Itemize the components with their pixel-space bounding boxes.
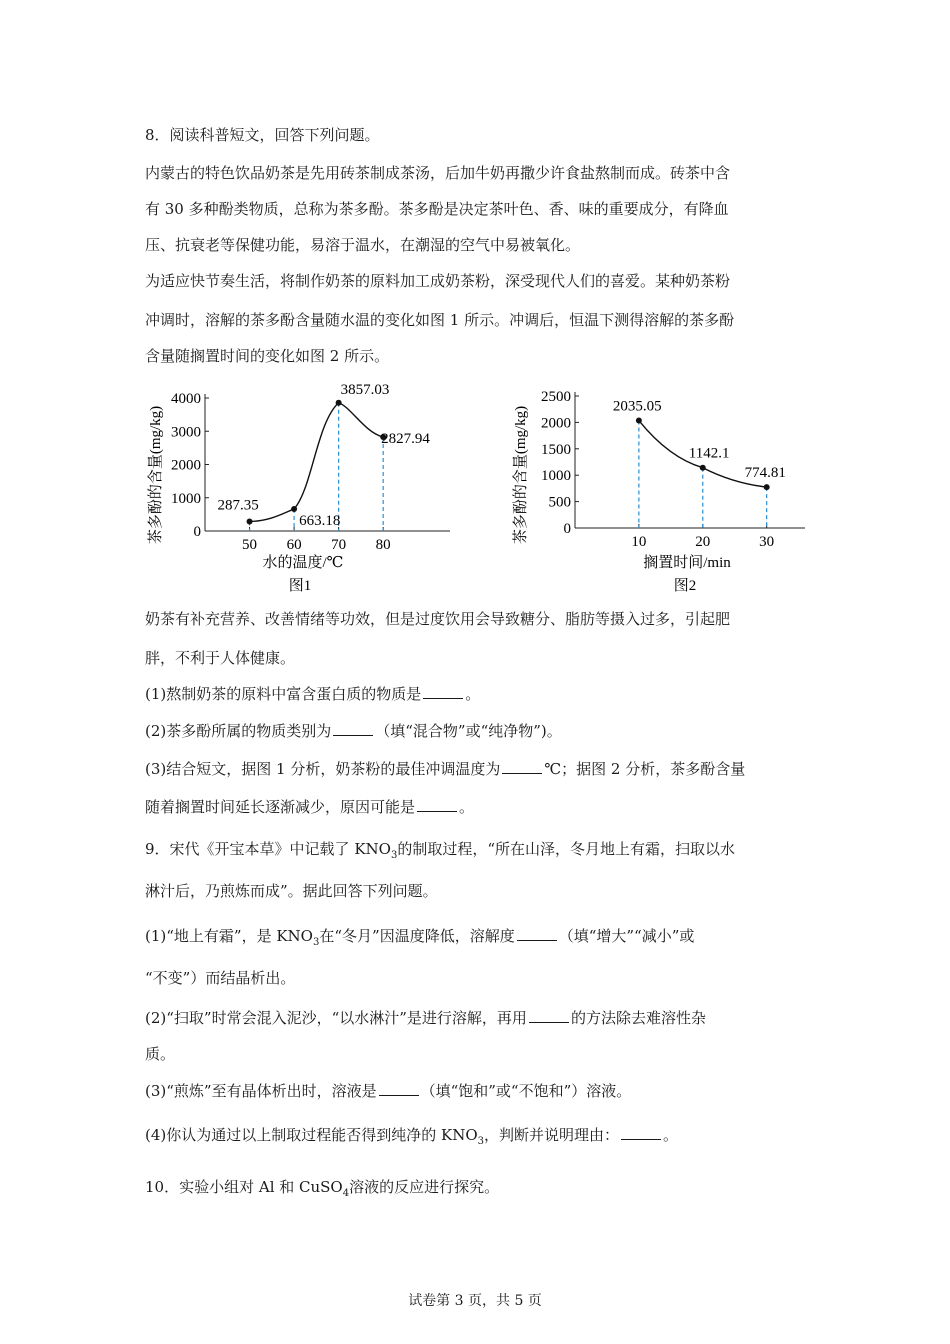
chart2-title: 图2 — [673, 578, 697, 594]
y-tick-label: 2000 — [171, 457, 201, 474]
chart2-marks — [613, 399, 786, 528]
q9-line2: 淋汁后，乃煎炼而成”。据此回答下列问题。 — [145, 882, 438, 900]
x-tick-label: 10 — [631, 534, 647, 550]
chart2-xlabel: 搁置时间/min — [643, 555, 731, 571]
q9-line1: 9．宋代《开宝本草》中记载了 $KNO_3$的制取过程，“所在山泽，冬月地上有霜，扫取以水 — [145, 840, 735, 861]
y-tick-label: 1500 — [541, 441, 571, 458]
x-tick-label: 70 — [331, 537, 347, 553]
chart1-marks — [218, 382, 431, 531]
data-point — [700, 465, 706, 471]
answer-blank[interactable] — [621, 1125, 661, 1140]
q8-para2-line2: 冲调时，溶解的茶多酚含量随水温的变化如图 1 所示。冲调后，恒温下测得溶解的茶多酚 — [145, 311, 735, 329]
q8-para1-line3: 压、抗衰老等保健功能，易溶于温水，在潮湿的空气中易被氧化。 — [145, 236, 581, 254]
q8-sub2: (2)茶多酚所属的物质类别为 （填“混合物”或“纯净物”)。 — [145, 722, 562, 740]
answer-blank[interactable] — [529, 1008, 569, 1023]
figure-2-chart — [505, 378, 815, 598]
x-tick-label: 20 — [695, 534, 711, 550]
answer-blank[interactable] — [423, 684, 463, 699]
chart2-ylabel: 茶多酚的含量(mg/kg) — [513, 405, 529, 545]
chart1-xlabel: 水的温度/℃ — [262, 555, 344, 571]
q9-sub1-line1: (1)“地上有霜”，是 $KNO_3$在“冬月”因温度降低，溶解度 （填“增大”“减小”或 — [145, 927, 695, 948]
data-point — [636, 418, 642, 424]
data-point — [764, 484, 770, 490]
answer-blank[interactable] — [502, 759, 542, 774]
data-label: 663.18 — [299, 512, 341, 529]
q8-para2-line1: 为适应快节奏生活，将制作奶茶的原料加工成奶茶粉，深受现代人们的喜爱。某种奶茶粉 — [145, 272, 731, 290]
x-tick-label: 60 — [286, 537, 302, 553]
y-tick-label: 1000 — [171, 490, 201, 507]
y-tick-label: 0 — [193, 524, 201, 540]
data-label: 2827.94 — [381, 430, 430, 447]
q8-para1-line2: 有 30 多种酚类物质，总称为茶多酚。茶多酚是决定茶叶色、香、味的重要成分，有降血 — [145, 200, 729, 218]
figure-1-chart — [140, 378, 470, 598]
data-label: 2035.05 — [612, 398, 662, 415]
data-label: 287.35 — [217, 497, 259, 514]
data-label: 3857.03 — [340, 381, 390, 398]
q8-title: 8．阅读科普短文，回答下列问题。 — [145, 126, 380, 144]
y-tick-label: 2000 — [541, 415, 571, 432]
q9-sub2-line2: 质。 — [145, 1045, 176, 1063]
answer-blank[interactable] — [517, 926, 557, 941]
q9-sub3: (3)“煎炼”至有晶体析出时，溶液是 （填“饱和”或“不饱和”）溶液。 — [145, 1082, 632, 1100]
q9-sub1-line2: “不变”）而结晶析出。 — [145, 969, 296, 987]
q8-para2-line3: 含量随搁置时间的变化如图 2 所示。 — [145, 347, 390, 365]
q8-sub1: (1)熬制奶茶的原料中富含蛋白质的物质是 。 — [145, 685, 481, 703]
q8-para3-line1: 奶茶有补充营养、改善情绪等功效，但是过度饮用会导致糖分、脂肪等摄入过多，引起肥 — [145, 610, 731, 628]
data-point — [336, 400, 342, 406]
y-tick-label: 500 — [548, 494, 571, 511]
q8-para3-line2: 胖，不利于人体健康。 — [145, 649, 296, 667]
y-tick-label: 2500 — [541, 389, 571, 405]
chart1-title: 图1 — [288, 578, 312, 594]
chart1-ylabel: 茶多酚的含量(mg/kg) — [148, 405, 164, 545]
data-label: 1142.1 — [688, 445, 730, 462]
q10-line: 10．实验小组对 Al 和 CuSO$_4$溶液的反应进行探究。 — [145, 1178, 500, 1199]
page-footer: 试卷第 3 页，共 5 页 — [408, 1293, 542, 1309]
data-point — [247, 518, 253, 524]
q8-sub3-line1: (3)结合短文，据图 1 分析，奶茶粉的最佳冲调温度为 ℃；据图 2 分析，茶多酚含量 — [145, 760, 746, 778]
y-tick-label: 4000 — [171, 391, 201, 407]
x-tick-label: 50 — [242, 537, 258, 553]
answer-blank[interactable] — [333, 721, 373, 736]
data-label: 774.81 — [744, 465, 786, 482]
y-tick-label: 0 — [563, 521, 571, 537]
series-line — [250, 403, 384, 522]
q9-sub2-line1: (2)“扫取”时常会混入泥沙，“以水淋汁”是进行溶解，再用 的方法除去难溶性杂 — [145, 1009, 706, 1027]
x-tick-label: 80 — [375, 537, 391, 553]
y-tick-label: 1000 — [541, 468, 571, 485]
answer-blank[interactable] — [417, 797, 457, 812]
answer-blank[interactable] — [379, 1081, 419, 1096]
q9-sub4: (4)你认为通过以上制取过程能否得到纯净的 $KNO_3$，判断并说明理由： 。 — [145, 1126, 679, 1147]
data-point — [291, 506, 297, 512]
y-tick-label: 3000 — [171, 424, 201, 441]
q8-para1-line1: 内蒙古的特色饮品奶茶是先用砖茶制成茶汤，后加牛奶再撒少许食盐熬制而成。砖茶中含 — [145, 164, 731, 182]
x-tick-label: 30 — [759, 534, 775, 550]
q8-sub3-line2: 随着搁置时间延长逐渐减少，原因可能是 。 — [145, 798, 475, 816]
